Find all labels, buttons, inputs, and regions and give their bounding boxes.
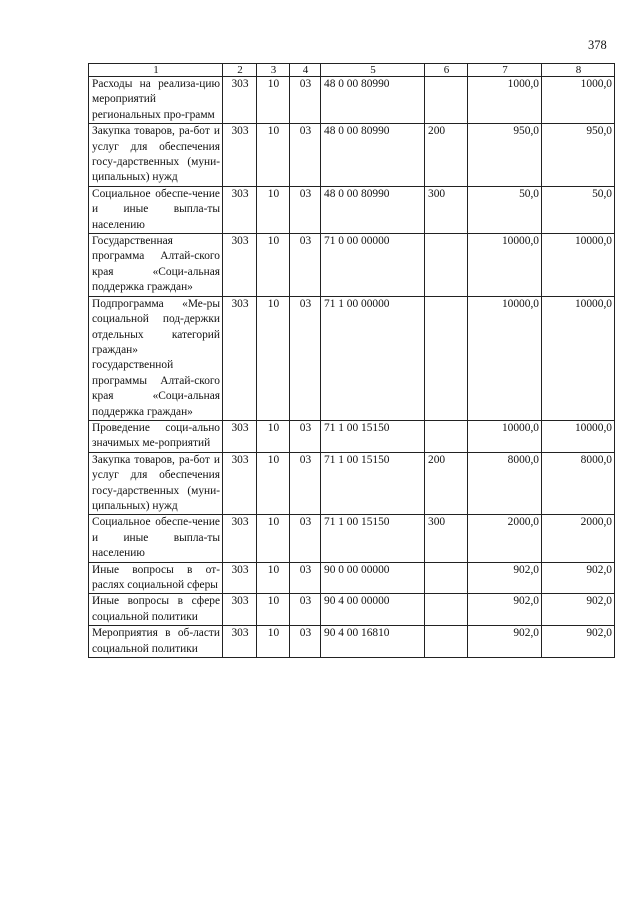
table-row	[89, 594, 615, 626]
target-code-cell: 48 0 00 80990	[321, 186, 425, 233]
amount-cell: 1000,0	[468, 77, 542, 124]
section-cell: 10	[257, 452, 290, 515]
expense-type-cell	[425, 77, 468, 124]
column-header: 6	[425, 64, 468, 77]
amount-cell: 50,0	[542, 186, 615, 233]
amount-cell: 10000,0	[542, 420, 615, 452]
subsection-cell: 03	[290, 234, 321, 297]
grbs-cell: 303	[223, 515, 257, 562]
subsection-cell: 03	[290, 124, 321, 187]
target-code-cell: 48 0 00 80990	[321, 77, 425, 124]
subsection-cell: 03	[290, 296, 321, 420]
section-cell: 10	[257, 562, 290, 594]
expense-type-cell	[425, 626, 468, 658]
amount-cell: 10000,0	[542, 234, 615, 297]
subsection-cell: 03	[290, 562, 321, 594]
amount-cell: 902,0	[468, 626, 542, 658]
amount-cell: 902,0	[542, 562, 615, 594]
row-name-cell: Подпрограмма «Ме-ры социальной под-держки отдельных категорий граждан» государственной программы Алтай-ского края «Соци-альная поддержка граждан»	[89, 296, 223, 420]
amount-cell: 1000,0	[542, 77, 615, 124]
table-row	[89, 515, 615, 562]
subsection-cell: 03	[290, 77, 321, 124]
amount-cell: 950,0	[542, 124, 615, 187]
table-row	[89, 562, 615, 594]
row-name-cell: Социальное обеспе-чение и иные выпла-ты населению	[89, 186, 223, 233]
column-header: 4	[290, 64, 321, 77]
expense-type-cell	[425, 296, 468, 420]
section-cell: 10	[257, 296, 290, 420]
row-name-cell: Социальное обеспе-чение и иные выпла-ты населению	[89, 515, 223, 562]
budget-table	[88, 63, 615, 658]
section-cell: 10	[257, 515, 290, 562]
column-header: 7	[468, 64, 542, 77]
header-row	[89, 64, 615, 77]
expense-type-cell	[425, 594, 468, 626]
amount-cell: 50,0	[468, 186, 542, 233]
grbs-cell: 303	[223, 186, 257, 233]
expense-type-cell: 200	[425, 452, 468, 515]
row-name-cell: Мероприятия в об-ласти социальной политики	[89, 626, 223, 658]
amount-cell: 10000,0	[468, 296, 542, 420]
expense-type-cell: 300	[425, 515, 468, 562]
table-row	[89, 626, 615, 658]
column-header: 5	[321, 64, 425, 77]
row-name-cell: Закупка товаров, ра-бот и услуг для обеспечения госу-дарственных (муни-ципальных) нужд	[89, 124, 223, 187]
grbs-cell: 303	[223, 452, 257, 515]
table-row	[89, 420, 615, 452]
amount-cell: 950,0	[468, 124, 542, 187]
subsection-cell: 03	[290, 420, 321, 452]
section-cell: 10	[257, 626, 290, 658]
expense-type-cell: 200	[425, 124, 468, 187]
grbs-cell: 303	[223, 626, 257, 658]
column-header: 8	[542, 64, 615, 77]
amount-cell: 10000,0	[468, 420, 542, 452]
row-name-cell: Закупка товаров, ра-бот и услуг для обеспечения госу-дарственных (муни-ципальных) нужд	[89, 452, 223, 515]
grbs-cell: 303	[223, 296, 257, 420]
section-cell: 10	[257, 77, 290, 124]
subsection-cell: 03	[290, 626, 321, 658]
grbs-cell: 303	[223, 594, 257, 626]
amount-cell: 902,0	[468, 594, 542, 626]
section-cell: 10	[257, 186, 290, 233]
amount-cell: 2000,0	[542, 515, 615, 562]
amount-cell: 902,0	[542, 626, 615, 658]
grbs-cell: 303	[223, 124, 257, 187]
column-header: 1	[89, 64, 223, 77]
target-code-cell: 48 0 00 80990	[321, 124, 425, 187]
section-cell: 10	[257, 594, 290, 626]
row-name-cell: Проведение соци-ально значимых ме-роприятий	[89, 420, 223, 452]
amount-cell: 2000,0	[468, 515, 542, 562]
subsection-cell: 03	[290, 186, 321, 233]
section-cell: 10	[257, 124, 290, 187]
row-name-cell: Расходы на реализа-цию мероприятий региональных про-грамм	[89, 77, 223, 124]
section-cell: 10	[257, 234, 290, 297]
expense-type-cell: 300	[425, 186, 468, 233]
amount-cell: 8000,0	[468, 452, 542, 515]
column-header: 2	[223, 64, 257, 77]
section-cell: 10	[257, 420, 290, 452]
page-number: 378	[588, 38, 607, 52]
target-code-cell: 90 4 00 00000	[321, 594, 425, 626]
amount-cell: 10000,0	[468, 234, 542, 297]
table-row	[89, 186, 615, 233]
target-code-cell: 71 1 00 15150	[321, 420, 425, 452]
target-code-cell: 71 1 00 15150	[321, 515, 425, 562]
column-header: 3	[257, 64, 290, 77]
table-row	[89, 452, 615, 515]
subsection-cell: 03	[290, 452, 321, 515]
amount-cell: 10000,0	[542, 296, 615, 420]
amount-cell: 8000,0	[542, 452, 615, 515]
target-code-cell: 90 4 00 16810	[321, 626, 425, 658]
grbs-cell: 303	[223, 420, 257, 452]
table-row	[89, 124, 615, 187]
table-row	[89, 296, 615, 420]
target-code-cell: 71 0 00 00000	[321, 234, 425, 297]
subsection-cell: 03	[290, 515, 321, 562]
row-name-cell: Государственная программа Алтай-ского края «Соци-альная поддержка граждан»	[89, 234, 223, 297]
expense-type-cell	[425, 234, 468, 297]
amount-cell: 902,0	[542, 594, 615, 626]
expense-type-cell	[425, 562, 468, 594]
target-code-cell: 71 1 00 15150	[321, 452, 425, 515]
grbs-cell: 303	[223, 562, 257, 594]
row-name-cell: Иные вопросы в от-раслях социальной сферы	[89, 562, 223, 594]
target-code-cell: 90 0 00 00000	[321, 562, 425, 594]
row-name-cell: Иные вопросы в сфере социальной политики	[89, 594, 223, 626]
grbs-cell: 303	[223, 77, 257, 124]
amount-cell: 902,0	[468, 562, 542, 594]
subsection-cell: 03	[290, 594, 321, 626]
table-row	[89, 77, 615, 124]
grbs-cell: 303	[223, 234, 257, 297]
table-row	[89, 234, 615, 297]
expense-type-cell	[425, 420, 468, 452]
target-code-cell: 71 1 00 00000	[321, 296, 425, 420]
